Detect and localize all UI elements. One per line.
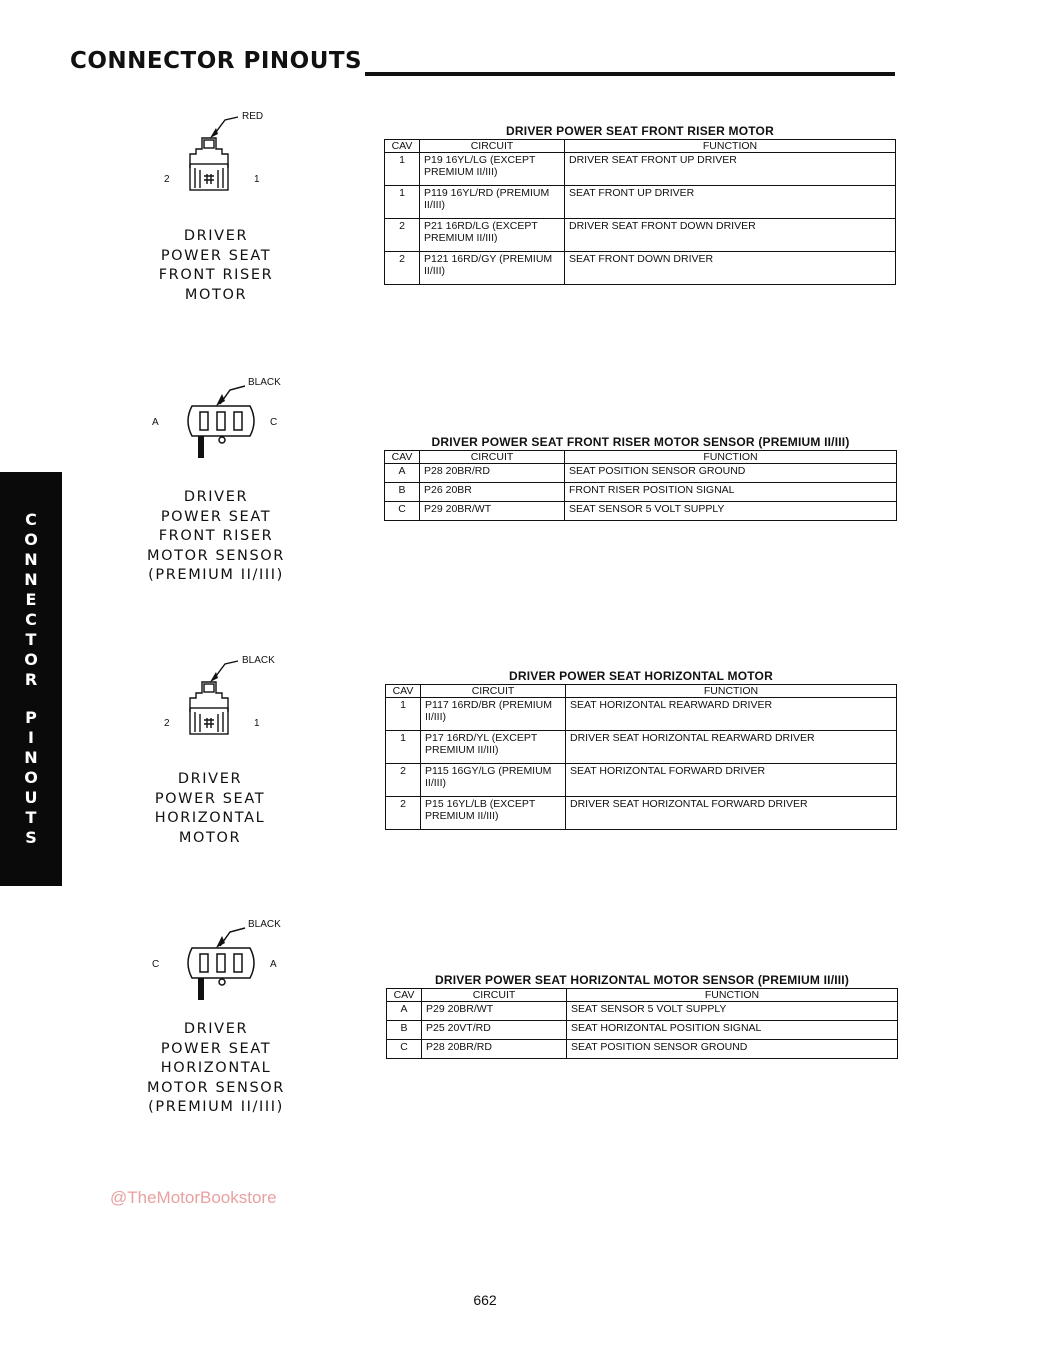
circuit-cell: P26 20BR — [420, 483, 565, 502]
column-header: CAV — [385, 140, 420, 153]
pin-left-label: 2 — [164, 174, 170, 185]
column-header: CIRCUIT — [420, 451, 565, 464]
cav-cell: C — [385, 502, 420, 521]
caption-line: DRIVER — [183, 1021, 249, 1037]
side-tab-letter: N — [24, 748, 38, 767]
side-tab-letter: T — [25, 630, 37, 649]
pinout-table-block — [386, 973, 898, 1059]
column-header: FUNCTION — [567, 989, 898, 1002]
table-row — [385, 483, 897, 502]
cav-cell: B — [385, 483, 420, 502]
cav-cell: C — [387, 1040, 422, 1059]
cav-cell: 2 — [386, 797, 421, 830]
function-cell: DRIVER SEAT FRONT UP DRIVER — [565, 153, 896, 186]
caption-line: (PREMIUM II/III) — [148, 567, 284, 583]
function-cell: SEAT POSITION SENSOR GROUND — [565, 464, 897, 483]
three-pin-connector-icon — [150, 374, 300, 484]
table-title: DRIVER POWER SEAT FRONT RISER MOTOR — [506, 124, 774, 138]
table-row — [385, 464, 897, 483]
function-cell: DRIVER SEAT HORIZONTAL REARWARD DRIVER — [566, 731, 897, 764]
table-row — [386, 764, 897, 797]
table-row — [385, 186, 896, 219]
column-header: CIRCUIT — [422, 989, 567, 1002]
table-header-row — [386, 685, 897, 698]
caption-line: DRIVER — [177, 771, 243, 787]
table-title: DRIVER POWER SEAT FRONT RISER MOTOR SENSOR (PREMIUM II/III) — [431, 435, 850, 449]
two-pin-connector-icon — [150, 108, 300, 218]
table-row — [386, 797, 897, 830]
side-tab-letter: E — [25, 590, 37, 609]
side-tab-letter: C — [25, 510, 37, 529]
connector-caption — [116, 1020, 316, 1118]
cav-cell: A — [387, 1002, 422, 1021]
side-tab — [0, 472, 62, 886]
table-row — [386, 698, 897, 731]
page-title: CONNECTOR PINOUTS — [70, 48, 363, 74]
caption-line: (PREMIUM II/III) — [148, 1099, 284, 1115]
pin-left-label: 2 — [164, 718, 170, 729]
cav-cell: 2 — [385, 252, 420, 285]
cav-cell: 1 — [386, 731, 421, 764]
table-title: DRIVER POWER SEAT HORIZONTAL MOTOR — [509, 669, 773, 683]
cav-cell: 2 — [385, 219, 420, 252]
connector-diagram — [150, 652, 300, 762]
pinout-table-block — [385, 669, 897, 830]
circuit-cell: P29 20BR/WT — [420, 502, 565, 521]
function-cell: SEAT SENSOR 5 VOLT SUPPLY — [565, 502, 897, 521]
function-cell: DRIVER SEAT HORIZONTAL FORWARD DRIVER — [566, 797, 897, 830]
side-tab-letter: S — [25, 828, 37, 847]
circuit-cell: P121 16RD/GY (PREMIUM II/III) — [420, 252, 565, 285]
pinout-table — [386, 988, 898, 1059]
pinout-table — [385, 684, 897, 830]
circuit-cell: P29 20BR/WT — [422, 1002, 567, 1021]
caption-line: POWER SEAT — [154, 790, 266, 807]
pinout-table-block — [384, 124, 896, 285]
caption-line: POWER SEAT — [160, 508, 272, 525]
column-header: CAV — [386, 685, 421, 698]
caption-line: HORIZONTAL — [160, 1060, 272, 1076]
function-cell: SEAT FRONT DOWN DRIVER — [565, 252, 896, 285]
pin-left-label: C — [152, 959, 160, 970]
circuit-cell: P115 16GY/LG (PREMIUM II/III) — [421, 764, 566, 797]
cav-cell: 1 — [385, 153, 420, 186]
side-tab-letter: I — [28, 728, 34, 747]
caption-line: DRIVER — [183, 489, 249, 505]
caption-line: MOTOR SENSOR — [147, 1079, 285, 1096]
side-tab-letter: C — [25, 610, 37, 629]
function-cell: SEAT HORIZONTAL REARWARD DRIVER — [566, 698, 897, 731]
side-tab-letter: U — [24, 788, 38, 807]
column-header: CIRCUIT — [421, 685, 566, 698]
table-row — [385, 153, 896, 186]
circuit-cell: P21 16RD/LG (EXCEPT PREMIUM II/III) — [420, 219, 565, 252]
connector-color-label: BLACK — [248, 919, 281, 930]
table-row — [385, 219, 896, 252]
cav-cell: B — [387, 1021, 422, 1040]
page-number: 662 — [473, 1292, 497, 1308]
column-header: CIRCUIT — [420, 140, 565, 153]
caption-line: FRONT RISER — [158, 528, 274, 544]
pin-right-label: 1 — [254, 718, 260, 729]
circuit-cell: P117 16RD/BR (PREMIUM II/III) — [421, 698, 566, 731]
function-cell: SEAT HORIZONTAL POSITION SIGNAL — [567, 1021, 898, 1040]
cav-cell: 1 — [386, 698, 421, 731]
pin-left-label: A — [152, 417, 159, 428]
pinout-table-block — [384, 435, 897, 521]
connector-color-label: RED — [242, 111, 264, 122]
function-cell: SEAT POSITION SENSOR GROUND — [567, 1040, 898, 1059]
table-row — [387, 1002, 898, 1021]
caption-line: MOTOR — [184, 286, 248, 303]
side-tab-letter: R — [24, 670, 38, 689]
column-header: CAV — [387, 989, 422, 1002]
circuit-cell: P28 20BR/RD — [422, 1040, 567, 1059]
side-tab-letter: T — [25, 808, 37, 827]
caption-line: MOTOR SENSOR — [147, 547, 285, 564]
circuit-cell: P15 16YL/LB (EXCEPT PREMIUM II/III) — [421, 797, 566, 830]
connector-caption — [116, 227, 316, 305]
table-row — [387, 1040, 898, 1059]
table-header-row — [385, 451, 897, 464]
connector-caption — [110, 770, 310, 848]
pinout-table — [384, 450, 897, 521]
table-row — [386, 731, 897, 764]
connector-diagram — [150, 916, 300, 1026]
caption-line: POWER SEAT — [160, 1040, 272, 1057]
connector-caption — [116, 488, 316, 586]
caption-line: MOTOR — [178, 829, 242, 846]
function-cell: SEAT FRONT UP DRIVER — [565, 186, 896, 219]
side-tab-letter: O — [24, 650, 38, 669]
pinout-table — [384, 139, 896, 285]
table-title: DRIVER POWER SEAT HORIZONTAL MOTOR SENSOR (PREMIUM II/III) — [434, 973, 850, 987]
function-cell: SEAT SENSOR 5 VOLT SUPPLY — [567, 1002, 898, 1021]
circuit-cell: P25 20VT/RD — [422, 1021, 567, 1040]
side-tab-letter: P — [25, 708, 37, 727]
watermark: @TheMotorBookstore — [110, 1188, 277, 1207]
side-tab-letter: N — [24, 570, 38, 589]
circuit-cell: P19 16YL/LG (EXCEPT PREMIUM II/III) — [420, 153, 565, 186]
circuit-cell: P28 20BR/RD — [420, 464, 565, 483]
cav-cell: 2 — [386, 764, 421, 797]
column-header: FUNCTION — [565, 140, 896, 153]
table-row — [385, 252, 896, 285]
side-tab-letter: N — [24, 550, 38, 569]
caption-line: POWER SEAT — [160, 247, 272, 264]
three-pin-connector-icon — [150, 916, 300, 1026]
connector-color-label: BLACK — [248, 377, 281, 388]
circuit-cell: P119 16YL/RD (PREMIUM II/III) — [420, 186, 565, 219]
cav-cell: 1 — [385, 186, 420, 219]
circuit-cell: P17 16RD/YL (EXCEPT PREMIUM II/III) — [421, 731, 566, 764]
connector-diagram — [150, 374, 300, 484]
side-tab-letter: O — [24, 530, 38, 549]
caption-line: HORIZONTAL — [154, 810, 266, 826]
connector-diagram — [150, 108, 300, 218]
connector-color-label: BLACK — [242, 655, 275, 666]
function-cell: FRONT RISER POSITION SIGNAL — [565, 483, 897, 502]
pin-right-label: C — [270, 417, 278, 428]
caption-line: DRIVER — [183, 228, 249, 244]
side-tab-letter: O — [24, 768, 38, 787]
function-cell: SEAT HORIZONTAL FORWARD DRIVER — [566, 764, 897, 797]
pin-right-label: A — [270, 959, 277, 970]
two-pin-connector-icon — [150, 652, 300, 762]
column-header: FUNCTION — [565, 451, 897, 464]
table-row — [385, 502, 897, 521]
function-cell: DRIVER SEAT FRONT DOWN DRIVER — [565, 219, 896, 252]
pin-right-label: 1 — [254, 174, 260, 185]
caption-line: FRONT RISER — [158, 267, 274, 283]
title-rule — [365, 72, 895, 76]
column-header: FUNCTION — [566, 685, 897, 698]
table-header-row — [385, 140, 896, 153]
table-header-row — [387, 989, 898, 1002]
cav-cell: A — [385, 464, 420, 483]
column-header: CAV — [385, 451, 420, 464]
table-row — [387, 1021, 898, 1040]
